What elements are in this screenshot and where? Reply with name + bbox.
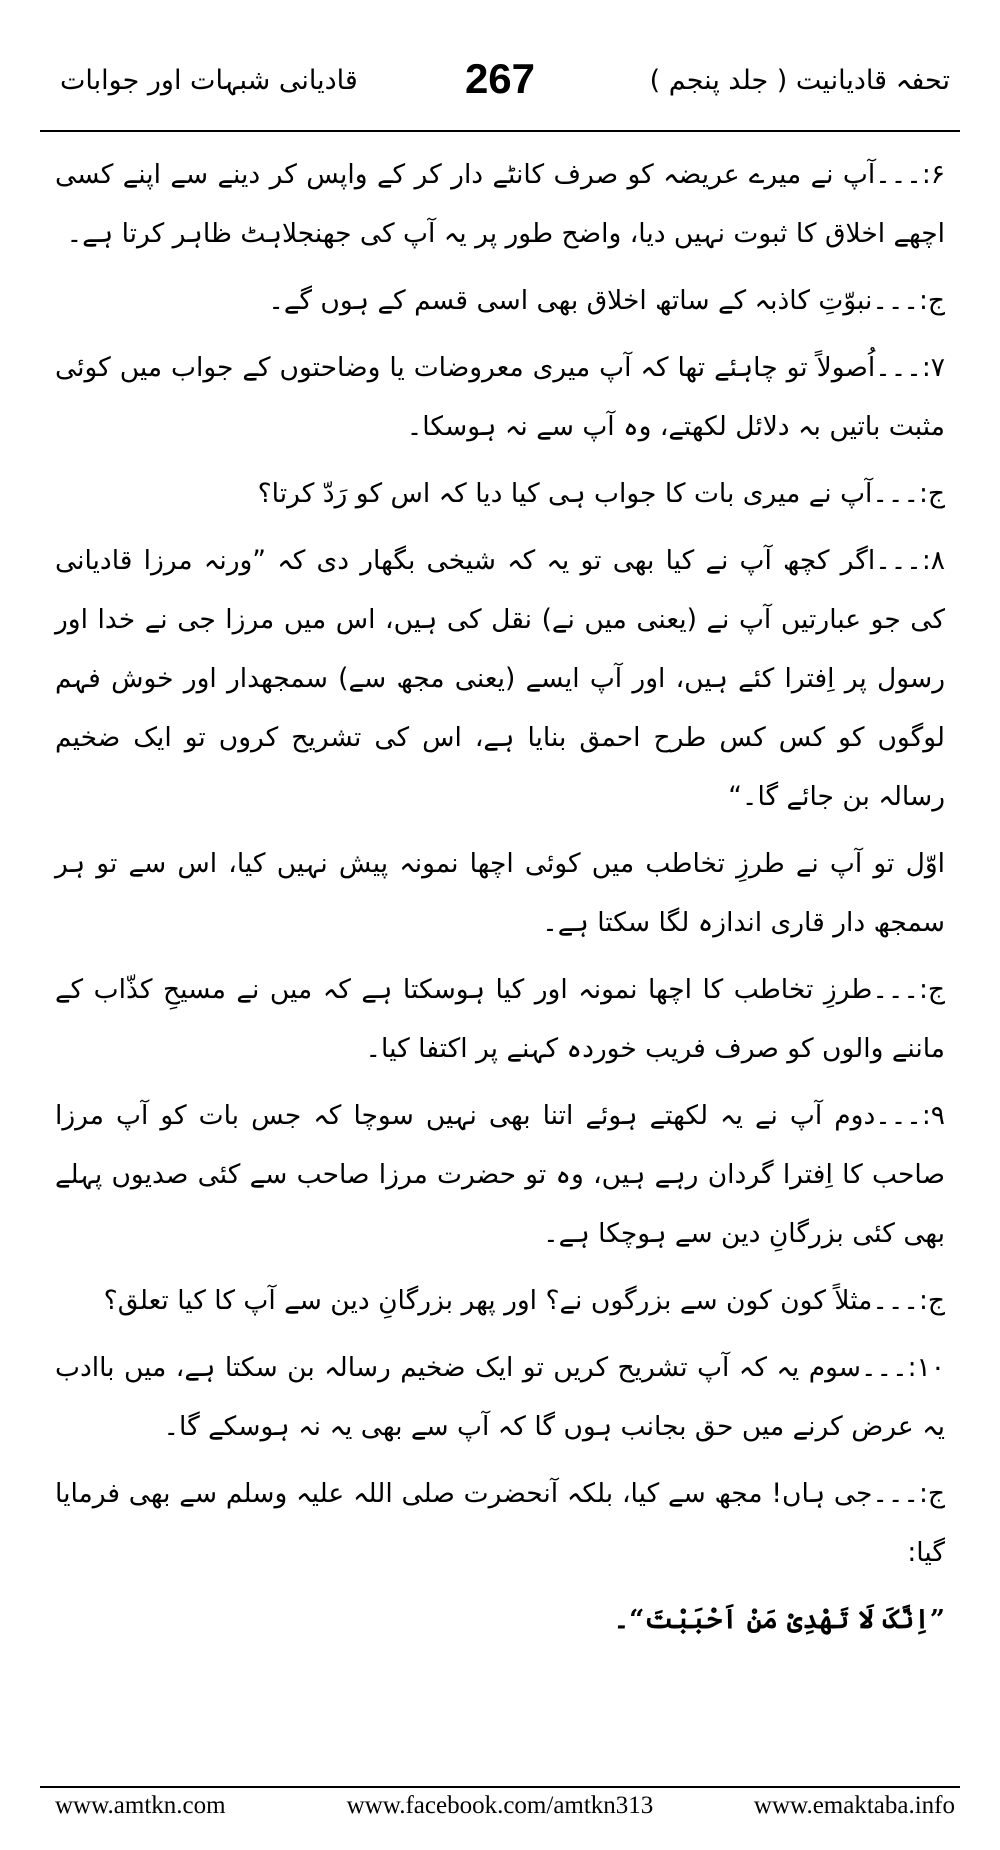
answer-6: ج:۔۔۔نبوّتِ کاذبہ کے ساتھ اخلاق بھی اسی قسم کے ہوں گے۔: [268, 285, 945, 316]
paragraph-9: ۹:۔۔۔دوم آپ نے یہ لکھتے ہوئے اتنا بھی نہیں سوچا کہ جس بات کو آپ مرزا صاحب کا اِفترا گردان رہے ہیں، وہ تو حضرت مرزا صاحب سے کئی صدیوں پہلے بھی کئی بزرگانِ دین سے ہوچکا ہے۔: [55, 1100, 945, 1249]
paragraph-8-continued: اوّل تو آپ نے طرزِ تخاطب میں کوئی اچھا نمونہ پیش نہیں کیا، اس سے تو ہر سمجھ دار قاری اندازہ لگا سکتا ہے۔: [55, 848, 945, 938]
answer-8: ج:۔۔۔طرزِ تخاطب کا اچھا نمونہ اور کیا ہوسکتا ہے کہ میں نے مسیحِ کذّاب کے ماننے والوں کو صرف فریب خوردہ کہنے پر اکتفا کیا۔: [55, 974, 945, 1064]
page-footer: [40, 1792, 960, 1832]
footer-link-facebook[interactable]: www.facebook.com/amtkn313: [346, 1792, 654, 1819]
page-body: [55, 145, 945, 1765]
answer-9: ج:۔۔۔مثلاً کون کون سے بزرگوں نے؟ اور پھر بزرگانِ دین سے آپ کا کیا تعلق؟: [103, 1285, 945, 1316]
paragraph-6: ۶:۔۔۔آپ نے میرے عریضہ کو صرف کانٹے دار کر کے واپس کر دینے سے اپنے کسی اچھے اخلاق کا ثبوت نہیں دیا، واضح طور پر یہ آپ کی جھنجلاہٹ ظاہر کرتا ہے۔: [55, 159, 945, 249]
footer-link-emaktaba[interactable]: www.emaktaba.info: [753, 1792, 955, 1819]
section-title: قادیانی شبہات اور جوابات: [60, 65, 358, 96]
footer-link-amtkn[interactable]: www.amtkn.com: [55, 1792, 226, 1819]
book-title: تحفہ قادیانیت ( جلد پنجم ): [649, 65, 950, 96]
page-number: 267: [464, 55, 536, 102]
paragraph-8: ۸:۔۔۔اگر کچھ آپ نے کیا بھی تو یہ کہ شیخی بگھار دی کہ ”ورنہ مرزا قادیانی کی جو عبارتیں آپ نے (یعنی میں نے) نقل کی ہیں، اس میں مرزا جی نے خدا اور رسول پر اِفترا کئے ہیں، اور آپ ایسے (یعنی مجھ سے) سمجھدار اور خوش فہم لوگوں کو کس کس طرح احمق بنایا ہے، اس کی تشریح کروں تو ایک ضخیم رسالہ بن جائے گا۔“: [55, 545, 945, 812]
paragraph-7: ۷:۔۔۔اُصولاً تو چاہئے تھا کہ آپ میری معروضات یا وضاحتوں کے جواب میں کوئی مثبت باتیں بہ دلائل لکھتے، وہ آپ سے نہ ہوسکا۔: [55, 352, 945, 442]
answer-7: ج:۔۔۔آپ نے میری بات کا جواب ہی کیا دیا کہ اس کو رَدّ کرتا؟: [257, 478, 945, 509]
footer-divider: [40, 1786, 960, 1788]
answer-10: ج:۔۔۔جی ہاں! مجھ سے کیا، بلکہ آنحضرت صلی اللہ علیہ وسلم سے بھی فرمایا گیا:: [55, 1478, 945, 1568]
page-header: [40, 55, 960, 125]
header-divider: [40, 130, 960, 132]
quran-quote: ”اِنَّکَ لَا تَھْدِیْ مَنْ اَحْبَبْتَ“۔: [613, 1604, 945, 1635]
paragraph-10: ۱۰:۔۔۔سوم یہ کہ آپ تشریح کریں تو ایک ضخیم رسالہ بن سکتا ہے، میں باادب یہ عرض کرنے میں حق بجانب ہوں گا کہ آپ سے بھی یہ نہ ہوسکے گا۔: [55, 1352, 945, 1442]
